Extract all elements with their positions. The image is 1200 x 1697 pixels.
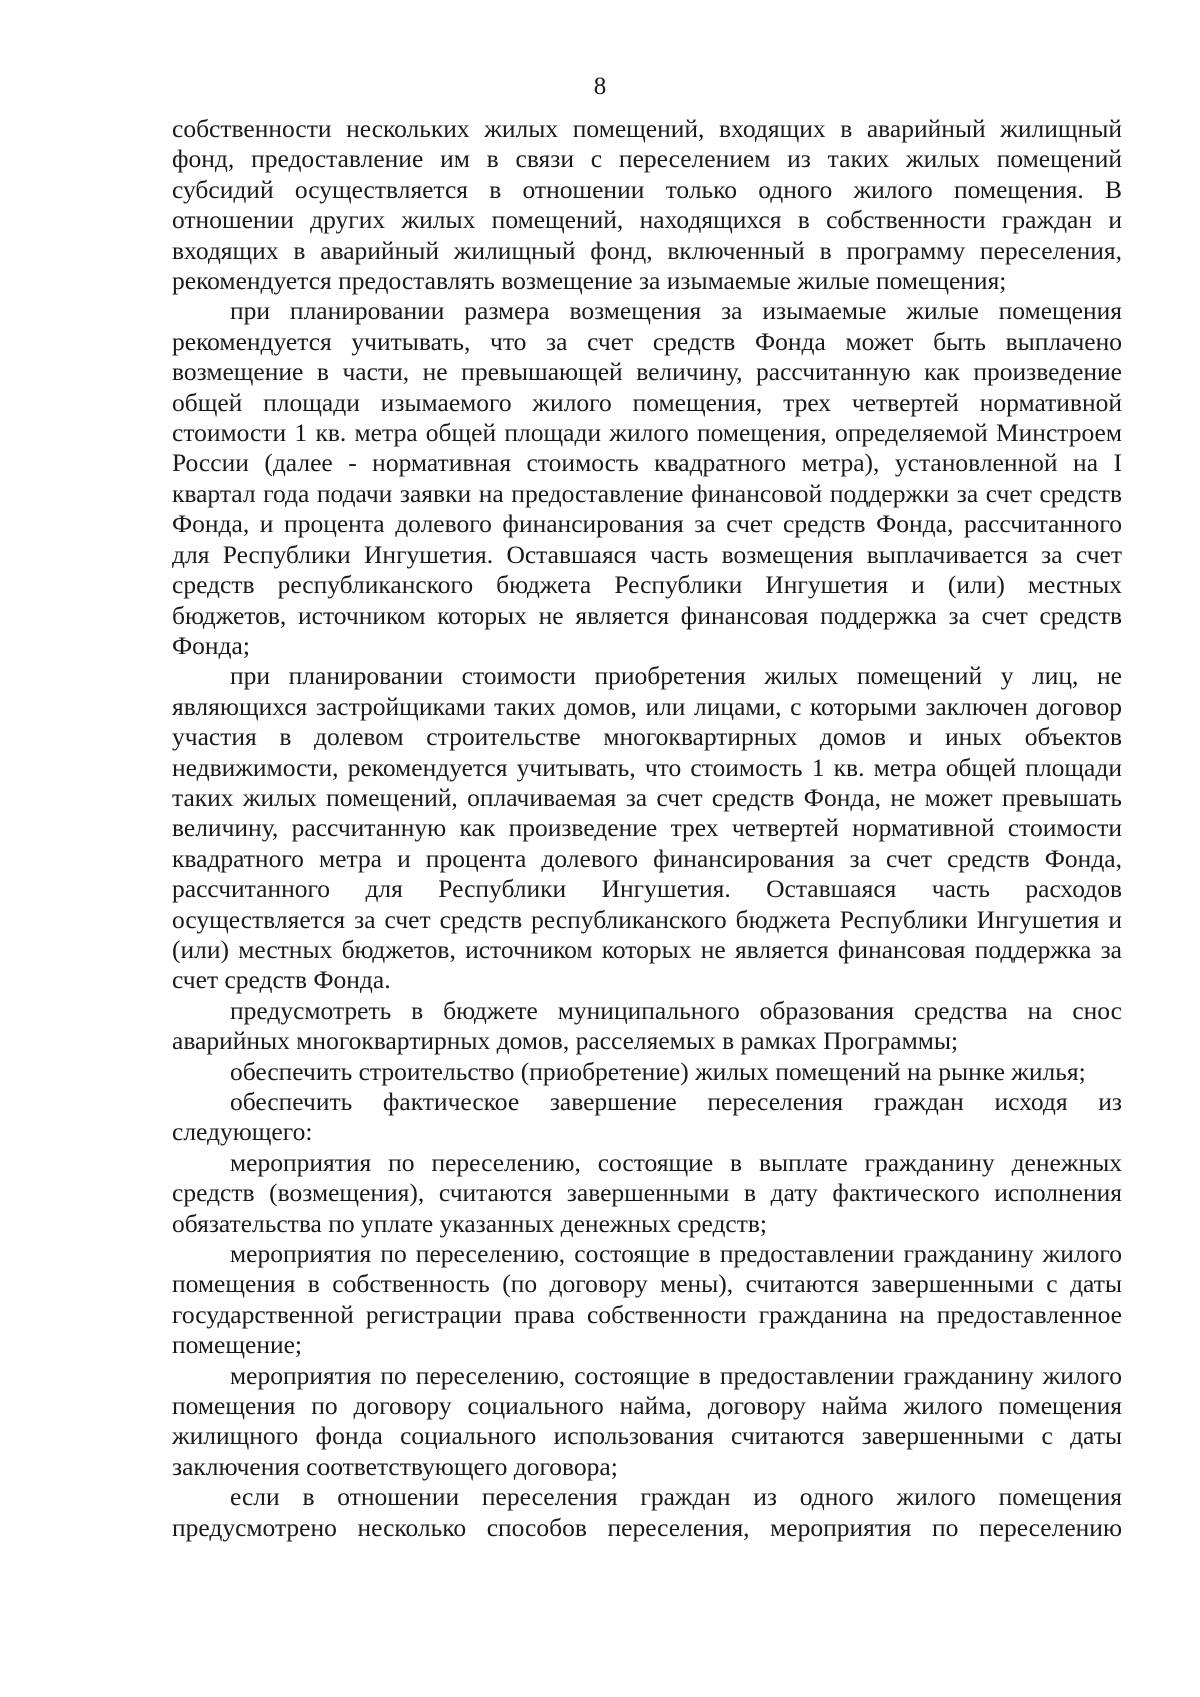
document-body [172,114,1122,1543]
paragraph-payment-completion: мероприятия по переселению, состоящие в выплате гражданину денежных средств (возмещения), считаются завершенными в дату фактического исполнения обязательства по уплате указанных денежных средств; [172,1147,1122,1238]
paragraph-construction: обеспечить строительство (приобретение) жилых помещений на рынке жилья; [230,1056,1086,1086]
paragraph-demolition-budget: предусмотреть в бюджете муниципального образования средства на снос аварийных многоквартирных домов, расселяемых в рамках Программы; [172,995,1122,1056]
paragraph-social-lease-completion: мероприятия по переселению, состоящие в предоставлении гражданину жилого помещения по договору социального найма, договору найма жилого помещения жилищного фонда социального использования считаются завершенными с даты заключения соответствующего договора; [172,1360,1122,1481]
paragraph-completion: обеспечить фактическое завершение переселения граждан исходя из следующего: [172,1087,1122,1147]
paragraph-compensation-planning: при планировании размера возмещения за изымаемые жилые помещения рекомендуется учитывать, что за счет средств Фонда может быть выплачено возмещение в части, не превышающей величину, рассчитанную как произведение общей площади изымаемого жилого помещения, трех четвертей нормативной стоимости 1 кв. метра общей площади жилого помещения, определяемой Минстроем России (далее - нормативная стоимость квадратного метра), установленной на I квартал года подачи заявки на предоставление финансовой поддержки за счет средств Фонда, и процента долевого финансирования за счет средств Фонда, рассчитанного для Республики Ингушетия. Оставшаяся часть возмещения выплачивается за счет средств республиканского бюджета Республики Ингушетия и (или) местных бюджетов, источником которых не является финансовая поддержка за счет средств Фонда; [172,296,1122,660]
paragraph-purchase-cost-planning: при планировании стоимости приобретения жилых помещений у лиц, не являющихся застройщиками таких домов, или лицами, с которыми заключен договор участия в долевом строительстве многоквартирных домов и иных объектов недвижимости, рекомендуется учитывать, что стоимость 1 кв. метра общей площади таких жилых помещений, оплачиваемая за счет средств Фонда, не может превышать величину, рассчитанную как произведение трех четвертей нормативной стоимости квадратного метра и процента долевого финансирования за счет средств Фонда, рассчитанного для Республики Ингушетия. Оставшаяся часть расходов осуществляется за счет средств республиканского бюджета Республики Ингушетия и (или) местных бюджетов, источником которых не является финансовая поддержка за счет средств Фонда. [172,661,1122,995]
page-number: 8 [593,73,607,100]
paragraph-continuation: собственности нескольких жилых помещений, входящих в аварийный жилищный фонд, предоставление им в связи с переселением из таких жилых помещений субсидий осуществляется в отношении только одного жилого помещения. В отношении других жилых помещений, находящихся в собственности граждан и входящих в аварийный жилищный фонд, включенный в программу переселения, рекомендуется предоставлять возмещение за изымаемые жилые помещения; [172,114,1122,296]
paragraph-multiple-methods: если в отношении переселения граждан из одного жилого помещения предусмотрено несколько способов переселения, мероприятия по переселению [172,1482,1122,1542]
paragraph-exchange-completion: мероприятия по переселению, состоящие в предоставлении гражданину жилого помещения в собственность (по договору мены), считаются завершенными с даты государственной регистрации права собственности гражданина на предоставленное помещение; [172,1239,1122,1360]
